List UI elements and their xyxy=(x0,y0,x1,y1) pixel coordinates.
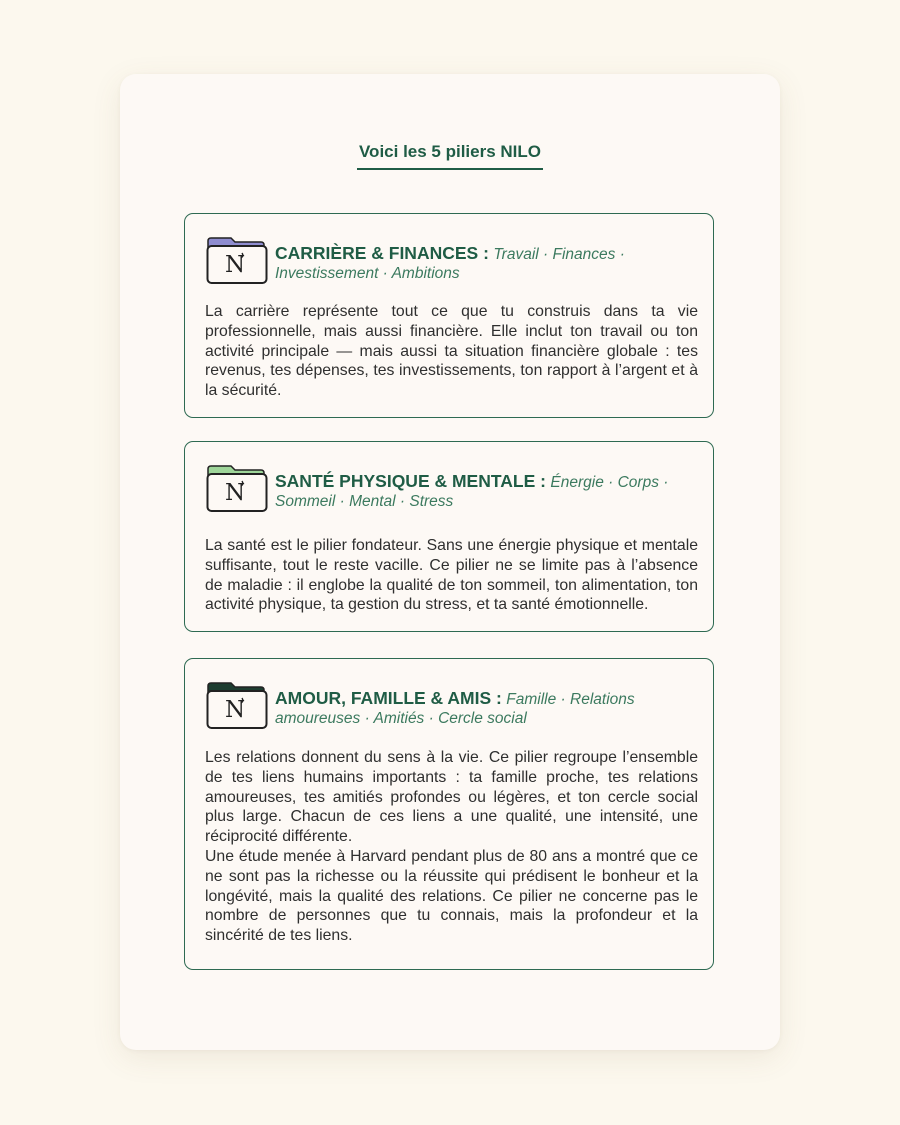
heading-wrap xyxy=(120,142,780,170)
document-sheet xyxy=(120,74,780,1050)
pillar-description xyxy=(205,748,698,946)
pillar-tags: Travail · Finances · Investissement · Ambitions xyxy=(275,246,625,282)
pillar-paragraph: Une étude menée à Harvard pendant plus de 80 ans a montré que ce ne sont pas la richesse ou la réussite qui prédisent le bonheur et la longévité, mais la qualité des relations. Ce pilier ne concerne pas le nombre de personnes que tu connais, mais la profondeur et la sincérité de tes liens. xyxy=(205,847,698,945)
pillar-tags: Famille · Relations amoureuses · Amitiés · Cercle social xyxy=(275,691,635,727)
pillar-paragraph: Les relations donnent du sens à la vie. Ce pilier regroupe l’ensemble de tes liens humains importants : ta famille proche, tes relations amoureuses, tes amitiés profondes ou légères, et ton cercle social plus large. Chacun de ces liens a une qualité, une intensité, une réciprocité différente. xyxy=(205,749,698,846)
pillar-tags: Énergie · Corps · Sommeil · Mental · Stress xyxy=(275,474,669,510)
pillar-paragraph: La carrière représente tout ce que tu construis dans ta vie professionnelle, mais aussi financière. Elle inclut ton travail ou ton activité principale — mais aussi ta situation financière globale : tes revenus, tes dépenses, tes investissements, ton rapport à l’argent et à la sécurité. xyxy=(205,303,698,400)
folder-n-logo-icon xyxy=(206,236,268,286)
svg-text:N: N xyxy=(224,252,246,278)
pillar-title: AMOUR, FAMILLE & AMIS : xyxy=(275,688,502,708)
svg-text:N: N xyxy=(224,480,246,506)
pillar-card-career-finances xyxy=(184,213,714,418)
folder-n-logo-icon xyxy=(206,681,268,731)
pillar-header xyxy=(275,472,697,511)
pillar-title: SANTÉ PHYSIQUE & MENTALE : xyxy=(275,471,546,491)
pillar-header xyxy=(275,689,697,728)
pillar-header xyxy=(275,244,697,283)
page-heading: Voici les 5 piliers NILO xyxy=(357,142,543,170)
svg-text:N: N xyxy=(224,697,246,723)
pillar-card-health xyxy=(184,441,714,632)
pillar-description xyxy=(205,302,698,401)
pillar-title: CARRIÈRE & FINANCES : xyxy=(275,243,489,263)
folder-n-logo-icon xyxy=(206,464,268,514)
pillar-card-love-family-friends xyxy=(184,658,714,970)
pillar-paragraph: La santé est le pilier fondateur. Sans une énergie physique et mentale suffisante, tout le reste vacille. Ce pilier ne se limite pas à l’absence de maladie : il englobe la qualité de ton sommeil, ton alimentation, ton activité physique, ta gestion du stress, et ta santé émotionnelle. xyxy=(205,537,698,614)
pillar-description xyxy=(205,536,698,615)
